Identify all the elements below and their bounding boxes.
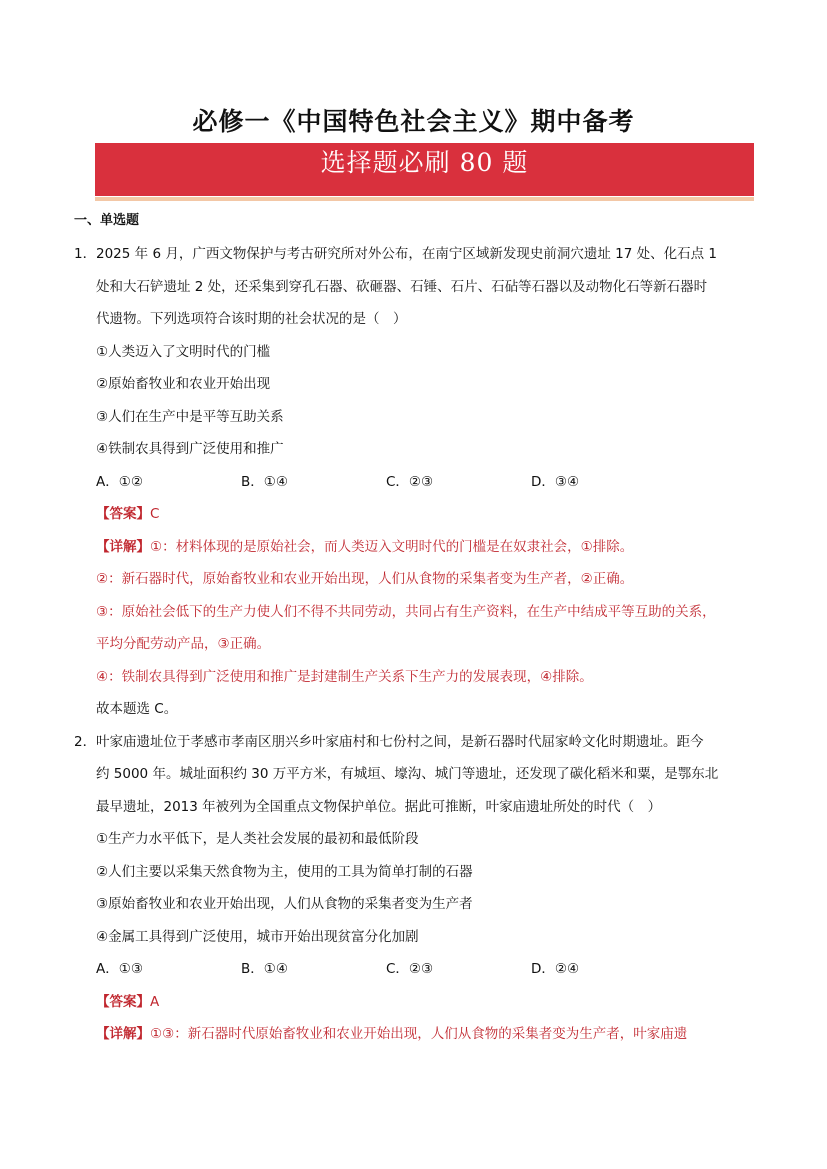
question-1	[74, 238, 758, 726]
statement-item: ④金属工具得到广泛使用，城市开始出现贫富分化加剧	[96, 928, 419, 945]
question-stem-line: 约 5000 年。城址面积约 30 万平方米，有城垣、壕沟、城门等遗址，还发现了碳化稻米和粟，是鄂东北	[96, 766, 719, 782]
statement-item: ③原始畜牧业和农业开始出现，人们从食物的采集者变为生产者	[96, 896, 473, 912]
question-stem-line: 处和大石铲遗址 2 处，还采集到穿孔石器、砍砸器、石锤、石片、石砧等石器以及动物化石等新石器时	[96, 278, 708, 295]
answer-line: 【答案】A	[96, 993, 160, 1010]
conclusion-line: 故本题选 C。	[96, 701, 178, 717]
question-stem-line: 代遗物。下列选项符合该时期的社会状况的是（ ）	[96, 311, 407, 327]
detail-line: ③：原始社会低下的生产力使人们不得不共同劳动，共同占有生产资料，在生产中结成平等互助的关系，	[96, 603, 716, 620]
question-stem-line: 1．2025 年 6 月，广西文物保护与考古研究所对外公布，在南宁区域新发现史前洞穴遗址 17 处、化石点 1	[74, 238, 758, 271]
option-a: A．①②	[96, 473, 143, 490]
detail-line: ②：新石器时代，原始畜牧业和农业开始出现，人们从食物的采集者变为生产者，②正确。	[96, 571, 634, 587]
option-d: D．②④	[531, 961, 580, 977]
answer-value: C	[150, 506, 160, 522]
page-title: 必修一《中国特色社会主义》期中备考	[192, 107, 635, 136]
section-title: 一、单选题	[74, 213, 140, 228]
answer-options	[74, 953, 758, 986]
statement-item: ④铁制农具得到广泛使用和推广	[96, 441, 284, 457]
option-c: C．②③	[386, 473, 434, 490]
option-b: B．①④	[241, 473, 288, 490]
answer-line: 【答案】C	[96, 506, 160, 522]
option-d: D．③④	[531, 473, 580, 490]
question-number: 2．	[74, 733, 97, 750]
statement-item: ②人们主要以采集天然食物为主，使用的工具为简单打制的石器	[96, 863, 473, 880]
question-2	[74, 726, 758, 1051]
detail-line: ④：铁制农具得到广泛使用和推广是封建制生产关系下生产力的发展表现，④排除。	[96, 668, 593, 685]
banner-title: 选择题必刷 80 题	[320, 148, 529, 177]
statement-item: ①人类迈入了文明时代的门槛	[96, 343, 271, 360]
statement-item: ①生产力水平低下，是人类社会发展的最初和最低阶段	[96, 831, 419, 847]
question-number: 1．	[74, 246, 97, 262]
question-stem-line: 最早遗址，2013 年被列为全国重点文物保护单位。据此可推断，叶家庙遗址所处的时代（ ）	[96, 798, 662, 815]
statement-item: ③人们在生产中是平等互助关系	[96, 408, 284, 425]
answer-options	[74, 466, 758, 499]
detail-line: 【详解】①③：新石器时代原始畜牧业和农业开始出现，人们从食物的采集者变为生产者，叶家庙遗	[96, 1026, 688, 1042]
answer-value: A	[150, 993, 160, 1010]
option-b: B．①④	[241, 961, 288, 977]
detail-line: 平均分配劳动产品，③正确。	[96, 636, 271, 652]
banner-underline	[95, 197, 754, 201]
detail-line: 【详解】①：材料体现的是原始社会，而人类迈入文明时代的门槛是在奴隶社会，①排除。	[96, 538, 634, 555]
question-stem-line: 2．叶家庙遗址位于孝感市孝南区朋兴乡叶家庙村和七份村之间，是新石器时代屈家岭文化时期遗址。距今	[74, 726, 758, 759]
document-body	[74, 208, 758, 1051]
option-c: C．②③	[386, 961, 434, 977]
statement-item: ②原始畜牧业和农业开始出现	[96, 376, 271, 392]
option-a: A．①③	[96, 961, 143, 977]
